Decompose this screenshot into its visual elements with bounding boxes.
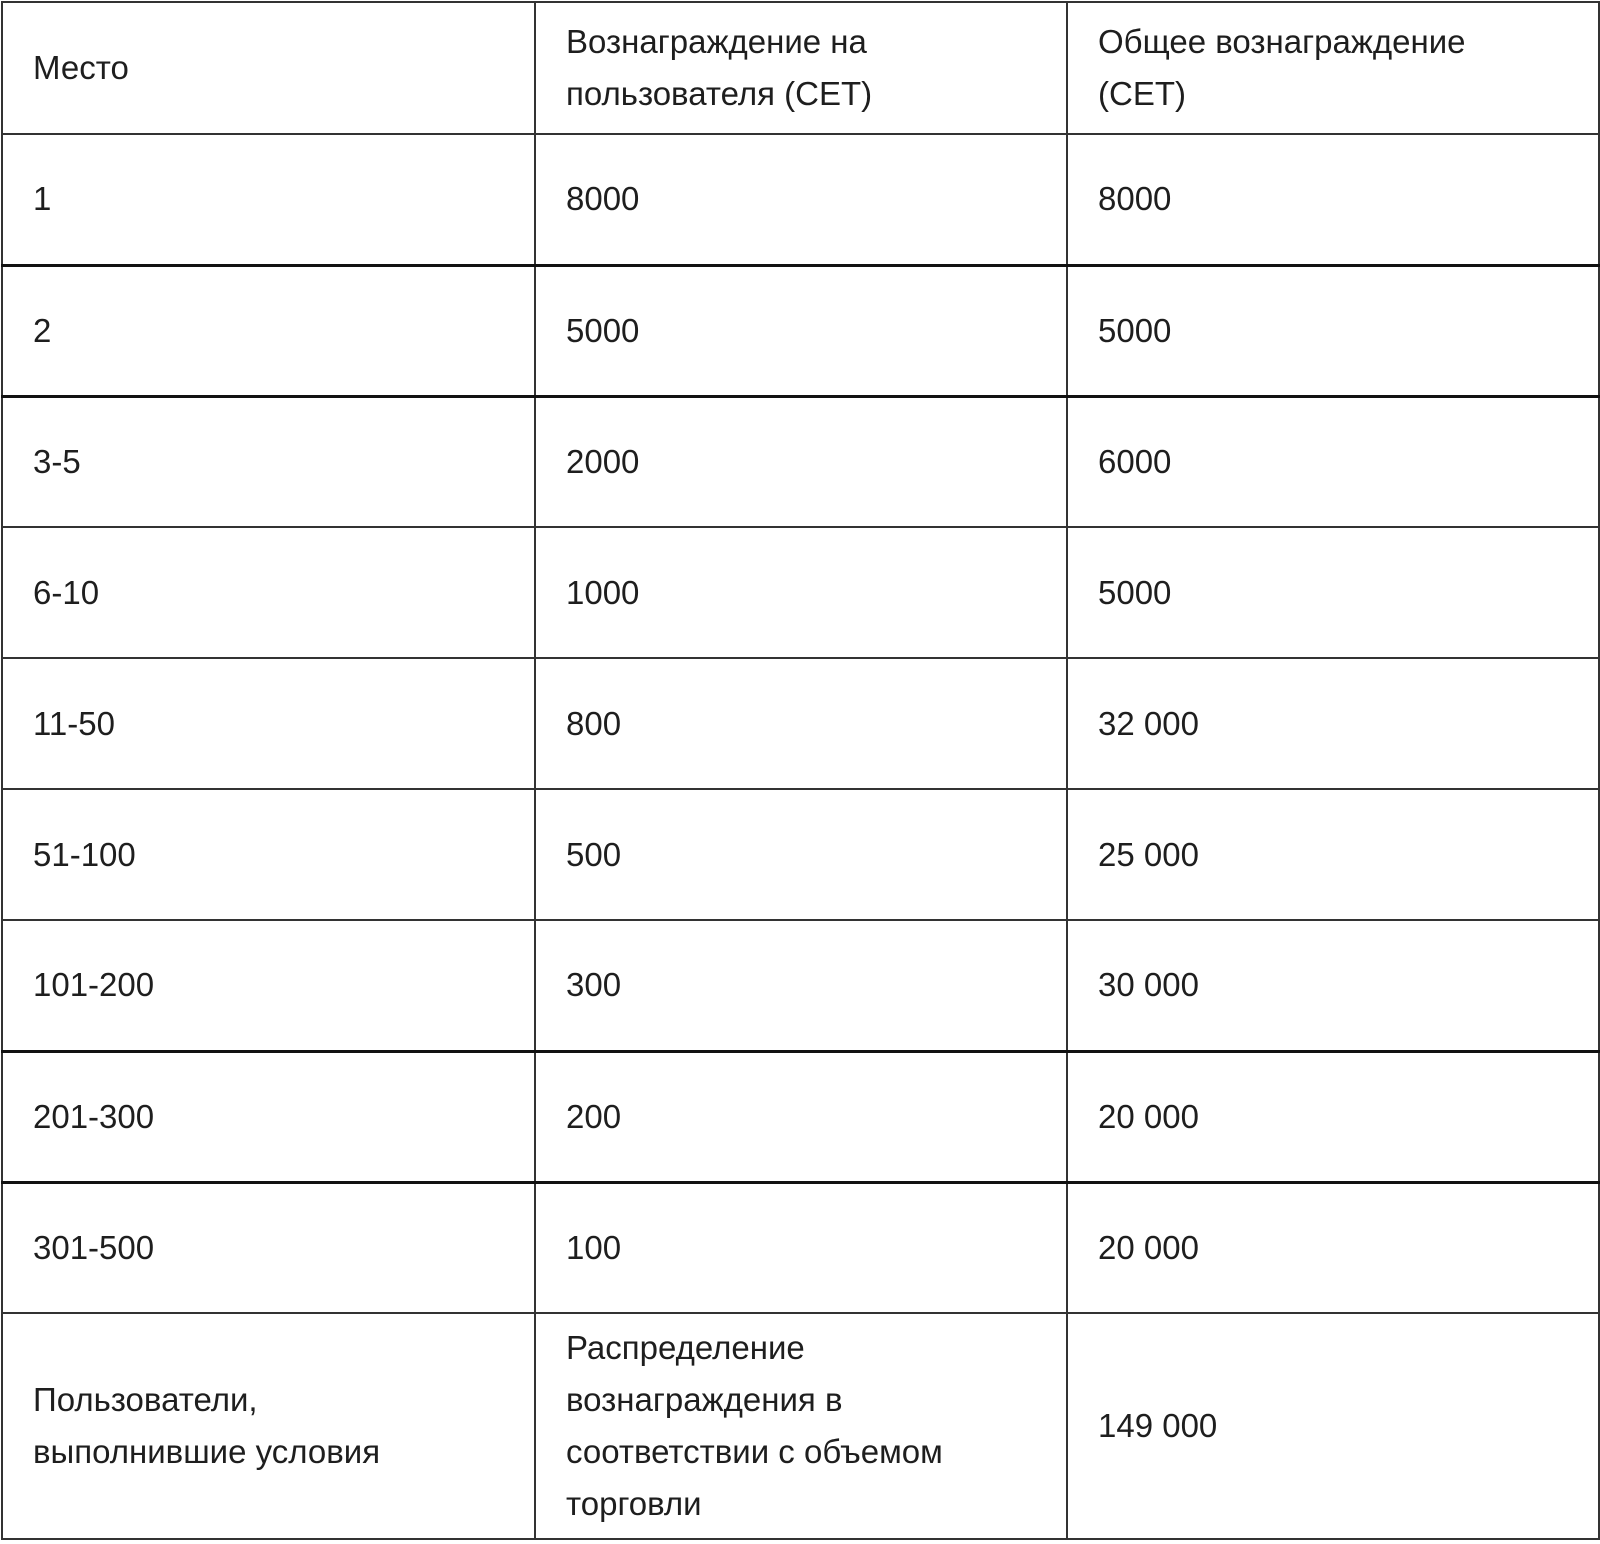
cell-place: 6-10 (2, 527, 535, 658)
cell-total: 20 000 (1067, 1051, 1599, 1182)
table-row (2, 1051, 1599, 1182)
cell-total: 5000 (1067, 265, 1599, 396)
cell-place: 101-200 (2, 920, 535, 1051)
cell-per-user-line-4: торговли (566, 1485, 702, 1522)
cell-total: 8000 (1067, 134, 1599, 265)
cell-per-user: 500 (535, 789, 1067, 920)
cell-per-user: 2000 (535, 396, 1067, 527)
table-row (2, 1182, 1599, 1313)
header-place-label: Место (33, 49, 129, 86)
cell-place: 201-300 (2, 1051, 535, 1182)
header-total (1067, 2, 1599, 134)
header-per-user (535, 2, 1067, 134)
cell-total: 30 000 (1067, 920, 1599, 1051)
cell-place: 11-50 (2, 658, 535, 789)
cell-place: 51-100 (2, 789, 535, 920)
table-row (2, 658, 1599, 789)
rewards-table (1, 1, 1600, 1540)
cell-total: 25 000 (1067, 789, 1599, 920)
cell-per-user (535, 1313, 1067, 1539)
header-total-line-2: (CET) (1098, 75, 1186, 112)
cell-total: 5000 (1067, 527, 1599, 658)
header-row (2, 2, 1599, 134)
cell-place: 1 (2, 134, 535, 265)
cell-total: 6000 (1067, 396, 1599, 527)
cell-place-line-2: выполнившие условия (33, 1433, 381, 1470)
cell-per-user: 5000 (535, 265, 1067, 396)
cell-place: 2 (2, 265, 535, 396)
cell-per-user: 1000 (535, 527, 1067, 658)
cell-per-user-line-2: вознаграждения в (566, 1381, 843, 1418)
header-per-user-line-1: Вознаграждение на (566, 23, 867, 60)
header-per-user-line-2: пользователя (CET) (566, 75, 873, 112)
table-row (2, 527, 1599, 658)
cell-place (2, 1313, 535, 1539)
cell-total: 20 000 (1067, 1182, 1599, 1313)
table-row (2, 396, 1599, 527)
table-row (2, 265, 1599, 396)
cell-total: 32 000 (1067, 658, 1599, 789)
cell-per-user: 200 (535, 1051, 1067, 1182)
table-row (2, 789, 1599, 920)
cell-place-line-1: Пользователи, (33, 1381, 258, 1418)
cell-place: 301-500 (2, 1182, 535, 1313)
table-row (2, 134, 1599, 265)
cell-per-user: 100 (535, 1182, 1067, 1313)
cell-place: 3-5 (2, 396, 535, 527)
table-row-qualified-users (2, 1313, 1599, 1539)
cell-per-user-line-3: соответствии с объемом (566, 1433, 943, 1470)
header-total-line-1: Общее вознаграждение (1098, 23, 1466, 60)
cell-per-user-line-1: Распределение (566, 1329, 805, 1366)
cell-per-user: 8000 (535, 134, 1067, 265)
cell-per-user: 300 (535, 920, 1067, 1051)
cell-per-user: 800 (535, 658, 1067, 789)
table-row (2, 920, 1599, 1051)
header-place (2, 2, 535, 134)
cell-total: 149 000 (1067, 1313, 1599, 1539)
